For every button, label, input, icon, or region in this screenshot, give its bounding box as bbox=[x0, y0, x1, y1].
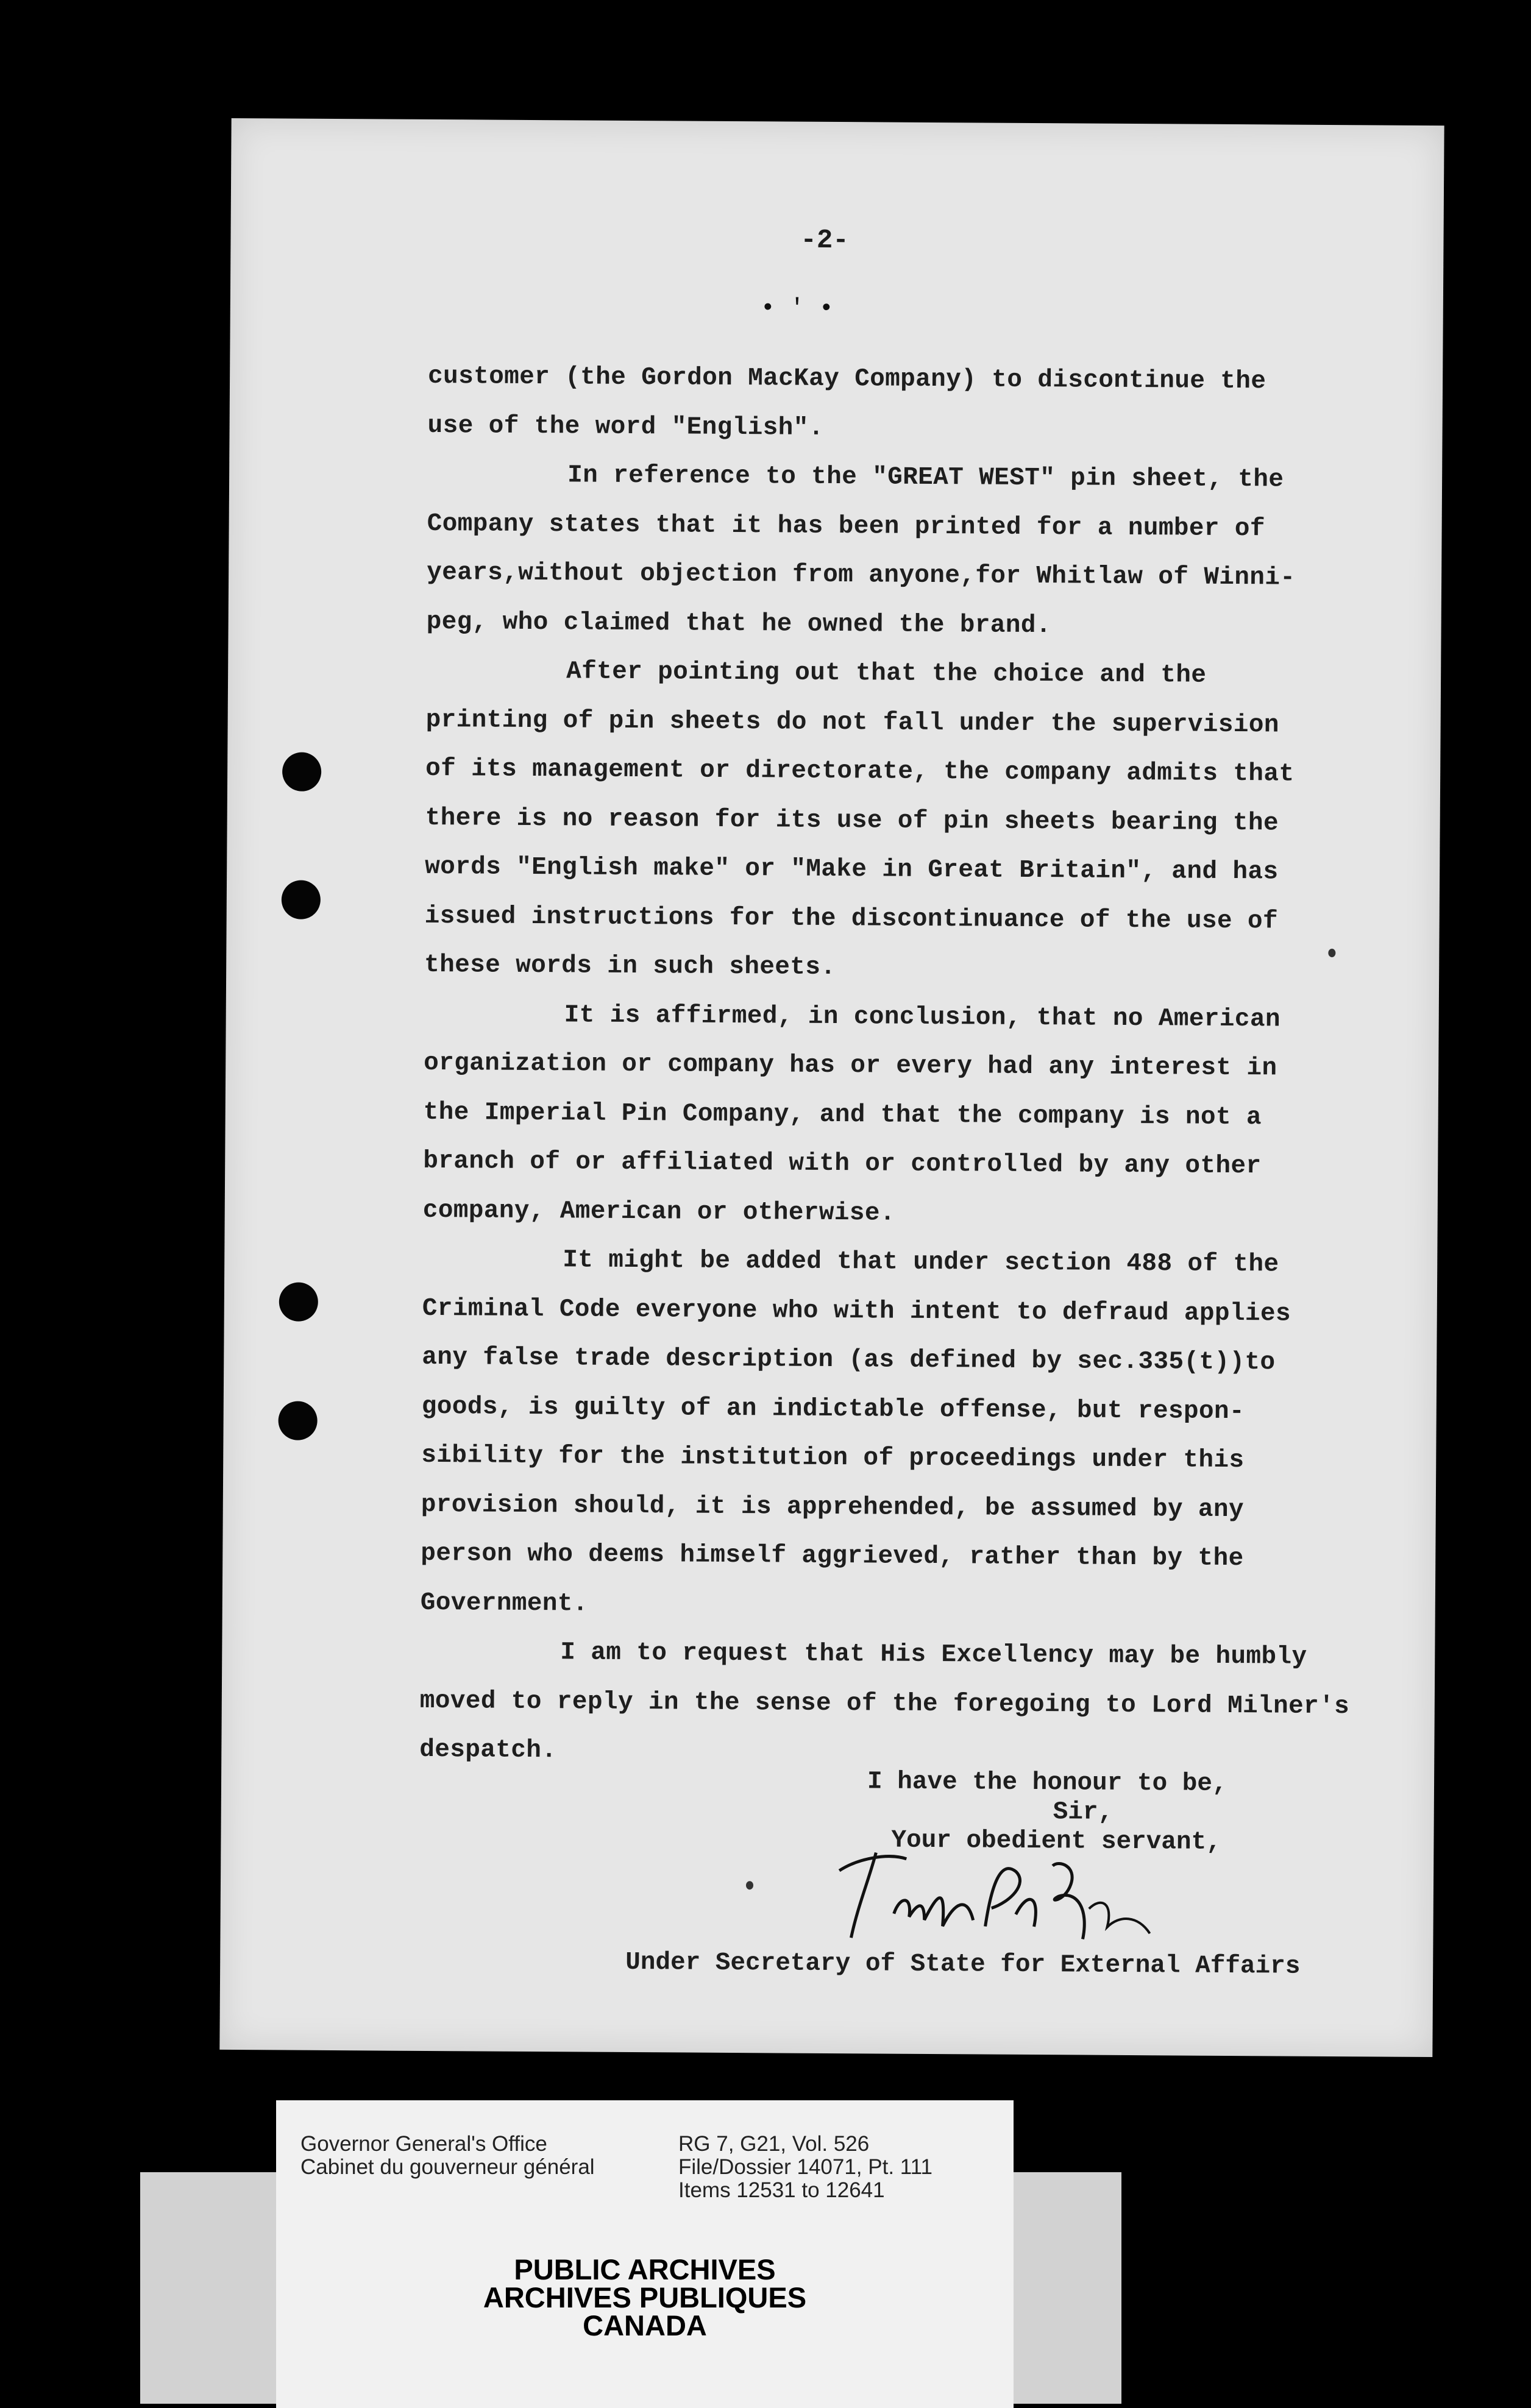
closing-line: Your obedient servant, bbox=[891, 1826, 1221, 1857]
body-line: printing of pin sheets do not fall under the supervision bbox=[425, 706, 1280, 739]
speck bbox=[746, 1881, 753, 1889]
item-range: Items 12531 to 12641 bbox=[678, 2178, 885, 2202]
file-number: File/Dossier 14071, Pt. 111 bbox=[678, 2155, 932, 2179]
body-line: Government. bbox=[420, 1588, 589, 1618]
body-line: these words in such sheets. bbox=[424, 951, 836, 982]
body-line: words "English make" or "Make in Great Britain", and has bbox=[425, 852, 1279, 887]
body-line: despatch. bbox=[419, 1735, 557, 1765]
body-line: Company states that it has been printed for a number of bbox=[427, 509, 1265, 543]
typed-marks: • ' • bbox=[760, 295, 834, 323]
body-line: any false trade description (as defined by sec.335(t))to bbox=[422, 1343, 1276, 1377]
body-line: customer (the Gordon MacKay Company) to discontinue the bbox=[427, 362, 1266, 396]
salutation-line: Sir, bbox=[1053, 1798, 1114, 1827]
body-line: goods, is guilty of an indictable offense, but respon- bbox=[421, 1392, 1245, 1426]
office-name-fr: Cabinet du gouverneur général bbox=[300, 2155, 595, 2179]
office-name-en: Governor General's Office bbox=[300, 2132, 547, 2156]
body-line: moved to reply in the sense of the foregoing to Lord Milner's bbox=[419, 1687, 1350, 1721]
body-line: organization or company has or every had any interest in bbox=[424, 1049, 1277, 1083]
body-line: I am to request that His Excellency may be humbly bbox=[560, 1638, 1307, 1671]
archive-reference bbox=[300, 2132, 932, 2202]
body-line: there is no reason for its use of pin sheets bearing the bbox=[425, 804, 1279, 837]
punch-hole bbox=[279, 1282, 318, 1321]
record-group: RG 7, G21, Vol. 526 bbox=[678, 2132, 870, 2156]
punch-hole bbox=[278, 1401, 317, 1440]
letter-body bbox=[419, 352, 1366, 1780]
punch-hole bbox=[282, 880, 321, 919]
body-line: In reference to the "GREAT WEST" pin sheet, the bbox=[567, 461, 1284, 494]
body-line: sibility for the institution of proceedings under this bbox=[421, 1441, 1245, 1475]
punch-hole bbox=[282, 752, 321, 791]
body-line: years,without objection from anyone,for Whitlaw of Winni- bbox=[427, 558, 1296, 592]
archives-name-en: PUBLIC ARCHIVES bbox=[514, 2253, 776, 2286]
body-line: of its management or directorate, the company admits that bbox=[425, 754, 1295, 788]
handwritten-signature bbox=[833, 1834, 1174, 1958]
body-line: company, American or otherwise. bbox=[422, 1196, 896, 1228]
body-line: Criminal Code everyone who with intent to defraud applies bbox=[422, 1294, 1291, 1328]
archives-stamp bbox=[276, 2253, 1014, 2342]
body-line: provision should, it is apprehended, be assumed by any bbox=[421, 1490, 1245, 1524]
body-line: It is affirmed, in conclusion, that no American bbox=[564, 1000, 1281, 1033]
closing-line: I have the honour to be, bbox=[867, 1768, 1227, 1798]
letter-page bbox=[219, 118, 1444, 2057]
body-line: It might be added that under section 488 of the bbox=[563, 1246, 1279, 1279]
body-line: After pointing out that the choice and the bbox=[566, 657, 1207, 690]
body-line: the Imperial Pin Company, and that the company is not a bbox=[423, 1098, 1262, 1131]
body-line: peg, who claimed that he owned the brand. bbox=[426, 607, 1051, 640]
page-number: -2- bbox=[800, 225, 849, 257]
body-line: person who deems himself aggrieved, rather than by the bbox=[421, 1539, 1244, 1573]
body-line: use of the word "English". bbox=[427, 411, 824, 442]
signer-title: Under Secretary of State for External Affairs bbox=[625, 1948, 1301, 1981]
archives-name-fr: ARCHIVES PUBLIQUES bbox=[483, 2281, 807, 2314]
archives-country: CANADA bbox=[583, 2309, 707, 2342]
body-line: issued instructions for the discontinuance of the use of bbox=[424, 902, 1279, 935]
body-line: branch of or affiliated with or controlled by any other bbox=[423, 1147, 1262, 1181]
